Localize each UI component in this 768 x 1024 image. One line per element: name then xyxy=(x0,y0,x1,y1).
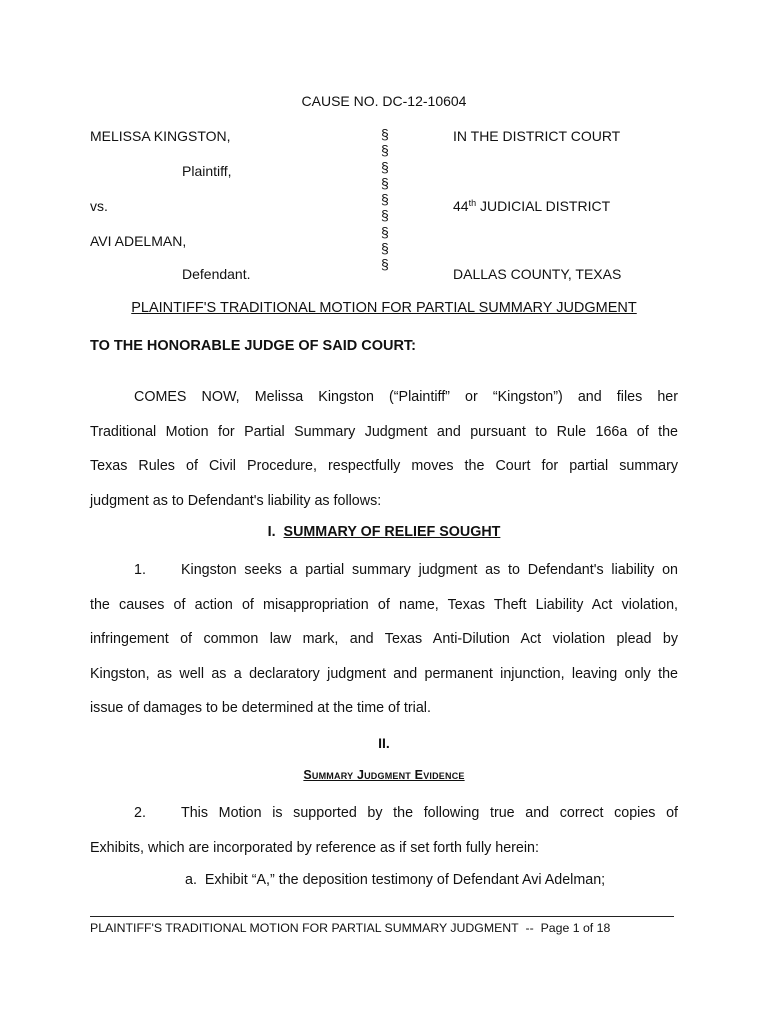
paragraph-line: COMES NOW, Melissa Kingston (“Plaintiff” or “Kingston”) and files her xyxy=(134,389,678,405)
paragraph-number: 1. xyxy=(134,562,146,578)
paragraph-line: issue of damages to be determined at the time of trial. xyxy=(90,700,431,716)
paragraph-2 xyxy=(90,803,678,872)
court-name: IN THE DISTRICT COURT xyxy=(453,128,621,144)
section-symbol: § xyxy=(381,223,389,240)
section-symbol: § xyxy=(381,126,389,142)
paragraph-line xyxy=(90,560,678,595)
paragraph-number: 2. xyxy=(134,805,146,821)
paragraph-line: judgment as to Defendant's liability as follows: xyxy=(90,492,382,509)
paragraph-line: infringement of common law mark, and Texas Anti-Dilution Act violation plead by xyxy=(90,631,678,647)
plaintiff-role: Plaintiff, xyxy=(182,163,232,179)
section-heading-1 xyxy=(0,524,768,540)
paragraph-line: Exhibits, which are incorporated by reference as if set forth fully herein: xyxy=(90,839,539,856)
motion-title: PLAINTIFF'S TRADITIONAL MOTION FOR PARTIAL SUMMARY JUDGMENT xyxy=(131,300,637,316)
paragraph-line: Texas Rules of Civil Procedure, respectfully moves the Court for partial summary xyxy=(90,458,678,474)
footer-title: PLAINTIFF'S TRADITIONAL MOTION FOR PARTIAL SUMMARY JUDGMENT xyxy=(90,921,519,935)
paragraph-line: Traditional Motion for Partial Summary Judgment and pursuant to Rule 166a of the xyxy=(90,423,678,440)
page-number: Page 1 of 18 xyxy=(540,921,611,935)
paragraph-line: the causes of action of misappropriation of name, Texas Theft Liability Act violation, xyxy=(90,596,678,613)
plaintiff-name: MELISSA KINGSTON, xyxy=(90,128,231,144)
paragraph-text: This Motion is supported by the following true and correct copies of xyxy=(181,805,678,821)
section-symbol: § xyxy=(381,207,389,224)
salutation: TO THE HONORABLE JUDGE OF SAID COURT: xyxy=(90,338,416,354)
cause-number: CAUSE NO. DC-12-10604 xyxy=(301,93,467,109)
district-number: 44 xyxy=(453,198,469,214)
paragraph-line xyxy=(90,803,678,838)
paragraph-text: Kingston seeks a partial summary judgment as to Defendant's liability on xyxy=(181,562,678,578)
county-name: DALLAS COUNTY, TEXAS xyxy=(453,266,622,282)
intro-paragraph xyxy=(90,387,678,525)
section-numeral: I. xyxy=(267,524,276,540)
section-title: SUMMARY OF RELIEF SOUGHT xyxy=(283,524,501,540)
paragraph-1 xyxy=(90,560,678,733)
district-suffix: th xyxy=(468,198,477,208)
judicial-district xyxy=(453,198,610,214)
paragraph-line: Kingston, as well as a declaratory judgment and permanent injunction, leaving only the xyxy=(90,665,678,682)
footer-separator: -- xyxy=(525,921,534,935)
page-footer xyxy=(90,921,610,935)
section-symbol: § xyxy=(381,142,389,159)
district-text: JUDICIAL DISTRICT xyxy=(476,198,611,214)
section-numeral-2: II. xyxy=(378,735,390,751)
section-symbol: § xyxy=(381,256,389,273)
defendant-role: Defendant. xyxy=(182,266,251,282)
section-symbol: § xyxy=(381,191,389,208)
section-symbol: § xyxy=(381,158,389,175)
section-title-2: Summary Judgment Evidence xyxy=(303,768,465,782)
section-symbol-column xyxy=(381,126,395,273)
exhibit-a-item: a. Exhibit “A,” the deposition testimony of Defendant Avi Adelman; xyxy=(185,872,606,888)
versus-label: vs. xyxy=(90,198,108,214)
section-symbol: § xyxy=(381,174,389,191)
footer-rule xyxy=(90,916,674,917)
defendant-name: AVI ADELMAN, xyxy=(90,233,187,249)
section-symbol: § xyxy=(381,240,389,257)
